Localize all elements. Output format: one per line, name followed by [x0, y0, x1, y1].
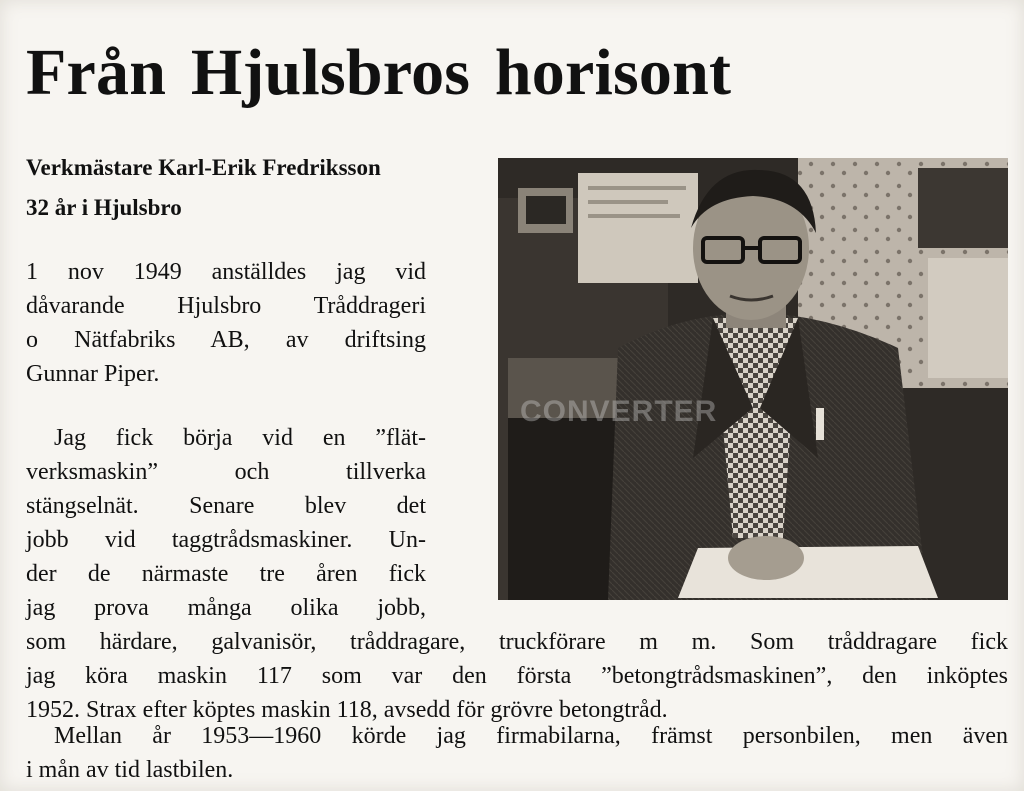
text-line: der de närmaste tre åren fick [26, 560, 426, 587]
text-line: verksmaskin” och tillverka [26, 458, 426, 485]
portrait-illustration [498, 158, 1008, 600]
text-line: 1952. Strax efter köptes maskin 118, avsedd för grövre betongtråd. [26, 697, 668, 723]
paragraph-3 [26, 719, 1008, 787]
byline [26, 156, 486, 236]
text-line: dåvarande Hjulsbro Tråddrageri [26, 292, 426, 319]
paragraph-2-continued [26, 625, 1008, 727]
text-line: o Nätfabriks AB, av driftsing [26, 326, 426, 353]
text-line: som härdare, galvanisör, tråddragare, truckförare m m. Som tråddragare fick [26, 629, 1008, 655]
text-line: jobb vid taggtrådsmaskiner. Un- [26, 526, 426, 553]
text-line: 1 nov 1949 anställdes jag vid [26, 259, 426, 285]
byline-name: Verkmästare Karl-Erik Fredriksson [26, 155, 381, 180]
portrait-photo [498, 158, 1008, 600]
byline-tenure: 32 år i Hjulsbro [26, 195, 182, 220]
text-line: jag köra maskin 117 som var den första ”betongtrådsmaskinen”, den inköptes [26, 663, 1008, 689]
text-line: Gunnar Piper. [26, 360, 160, 387]
headline: Från Hjulsbros horisont [26, 36, 732, 109]
text-line: Jag fick börja vid en ”flät- [54, 425, 426, 451]
text-line: Mellan år 1953—1960 körde jag firmabilarna, främst personbilen, men även [54, 723, 1008, 749]
text-line: jag prova många olika jobb, [26, 594, 426, 621]
paragraph-2-column [26, 422, 426, 625]
text-line: i mån av tid lastbilen. [26, 757, 234, 783]
paragraph-1 [26, 256, 426, 392]
watermark: CONVERTER [520, 395, 718, 428]
text-line: stängselnät. Senare blev det [26, 492, 426, 519]
